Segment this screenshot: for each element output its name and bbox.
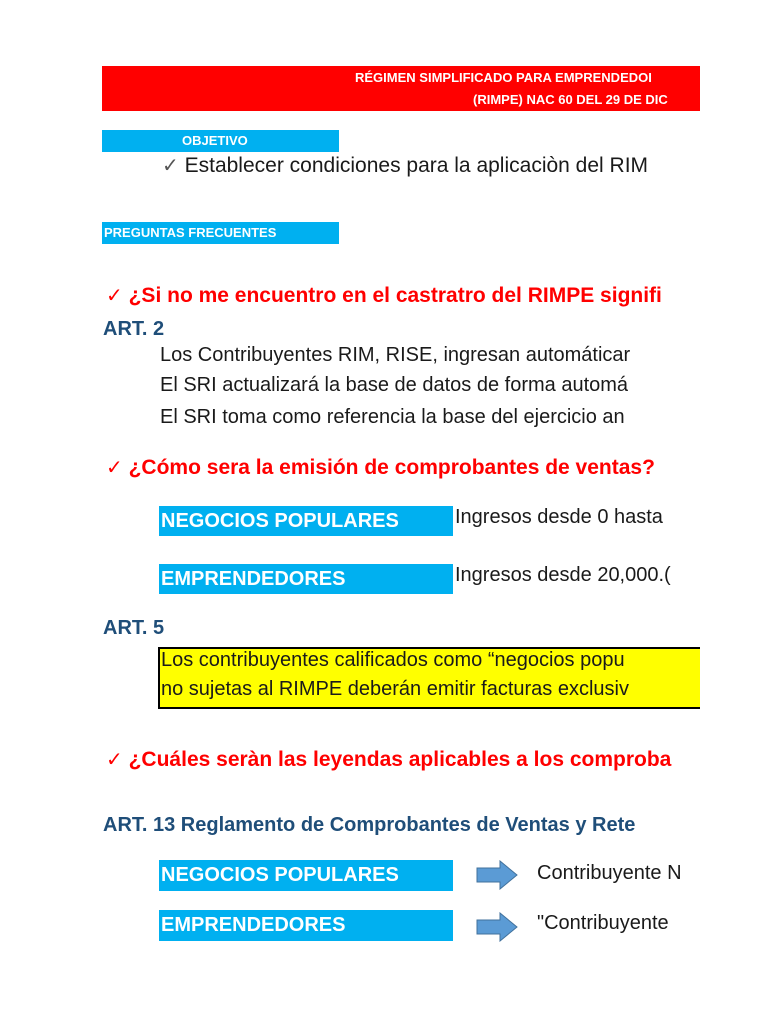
art-5-line-1: Los contribuyentes calificados como “negocios popu [161, 649, 625, 671]
negocios-populares-label: NEGOCIOS POPULARES [159, 506, 453, 536]
banner-title-line1: RÉGIMEN SIMPLIFICADO PARA EMPRENDEDOI [355, 70, 652, 85]
right-arrow-icon [476, 860, 518, 890]
checkmark-icon: ✓ [106, 285, 123, 307]
art-13-negocios-populares-label: NEGOCIOS POPULARES [159, 860, 453, 891]
objetivo-text: Establecer condiciones para la aplicaciòn del RIM [184, 154, 649, 177]
checkmark-icon: ✓ [162, 155, 179, 177]
art-13-emprendedores-label: EMPRENDEDORES [159, 910, 453, 941]
art-5-title: ART. 5 [103, 617, 165, 639]
art-2-line-3: El SRI toma como referencia la base del ejercicio an [160, 406, 625, 428]
banner-title-line2: (RIMPE) NAC 60 DEL 29 DE DIC [473, 92, 668, 107]
objetivo-row [162, 153, 648, 178]
art-5-highlight-box [158, 647, 700, 709]
art-2-title: ART. 2 [103, 318, 165, 340]
art-13-emprendedores-text: "Contribuyente [537, 912, 669, 934]
title-banner [102, 66, 700, 111]
emprendedores-text: Ingresos desde 20,000.( [455, 564, 671, 586]
art-13-title: ART. 13 Reglamento de Comprobantes de Ventas y Rete [103, 814, 636, 836]
emprendedores-label: EMPRENDEDORES [159, 564, 453, 594]
art-2-line-1: Los Contribuyentes RIM, RISE, ingresan automáticar [160, 344, 631, 366]
art-13-negocios-populares-text: Contribuyente N [537, 862, 682, 884]
art-2-line-2: El SRI actualizará la base de datos de forma automá [160, 374, 629, 396]
preguntas-frecuentes-label: PREGUNTAS FRECUENTES [102, 222, 339, 244]
question-2 [106, 455, 655, 480]
checkmark-icon: ✓ [106, 749, 123, 771]
right-arrow-icon [476, 912, 518, 942]
art-5-line-2: no sujetas al RIMPE deberán emitir facturas exclusiv [161, 678, 629, 700]
question-3-text: ¿Cuáles seràn las leyendas aplicables a los comproba [128, 748, 672, 771]
objetivo-label: OBJETIVO [102, 130, 339, 152]
question-2-text: ¿Cómo sera la emisión de comprobantes de ventas? [128, 456, 655, 479]
negocios-populares-text: Ingresos desde 0 hasta [455, 506, 663, 528]
checkmark-icon: ✓ [106, 457, 123, 479]
question-1 [106, 283, 662, 308]
question-1-text: ¿Si no me encuentro en el castratro del RIMPE signifi [128, 284, 662, 307]
question-3 [106, 747, 671, 772]
